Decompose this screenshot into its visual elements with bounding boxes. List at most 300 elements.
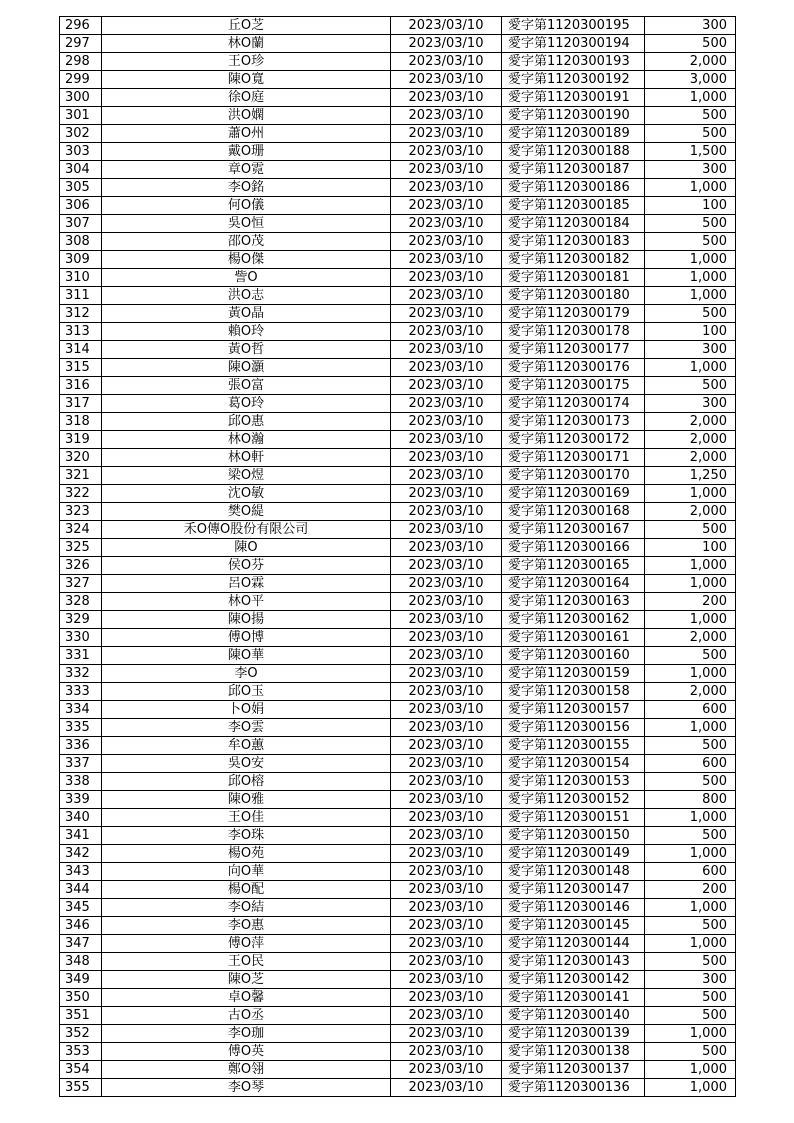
row-number: 355 (60, 1079, 102, 1097)
table-row (60, 863, 736, 881)
donation-date: 2023/03/10 (391, 179, 502, 197)
donation-amount: 500 (645, 989, 736, 1007)
donation-amount: 300 (645, 395, 736, 413)
donation-table-body (60, 17, 736, 1097)
donation-date: 2023/03/10 (391, 1061, 502, 1079)
row-number: 312 (60, 305, 102, 323)
table-row (60, 989, 736, 1007)
row-number: 332 (60, 665, 102, 683)
table-row (60, 71, 736, 89)
donation-amount: 3,000 (645, 71, 736, 89)
table-row (60, 431, 736, 449)
donation-date: 2023/03/10 (391, 989, 502, 1007)
donor-name: 洪O志 (102, 287, 391, 305)
donation-amount: 300 (645, 341, 736, 359)
receipt-number: 愛字第1120300156 (502, 719, 645, 737)
donation-amount: 1,000 (645, 89, 736, 107)
table-row (60, 341, 736, 359)
table-row (60, 971, 736, 989)
donation-amount: 1,000 (645, 575, 736, 593)
receipt-number: 愛字第1120300151 (502, 809, 645, 827)
donation-date: 2023/03/10 (391, 467, 502, 485)
table-row (60, 143, 736, 161)
table-row (60, 467, 736, 485)
receipt-number: 愛字第1120300171 (502, 449, 645, 467)
donor-name: 李O惠 (102, 917, 391, 935)
donation-amount: 500 (645, 1043, 736, 1061)
table-row (60, 809, 736, 827)
donation-date: 2023/03/10 (391, 881, 502, 899)
donor-name: 陳O雅 (102, 791, 391, 809)
donor-name: 黃O哲 (102, 341, 391, 359)
donor-name: 楊O傑 (102, 251, 391, 269)
donor-name: 傅O博 (102, 629, 391, 647)
table-row (60, 125, 736, 143)
donor-name: 吳O恒 (102, 215, 391, 233)
donation-date: 2023/03/10 (391, 503, 502, 521)
donor-name: 陳O揚 (102, 611, 391, 629)
receipt-number: 愛字第1120300139 (502, 1025, 645, 1043)
table-row (60, 935, 736, 953)
row-number: 326 (60, 557, 102, 575)
table-row (60, 215, 736, 233)
receipt-number: 愛字第1120300157 (502, 701, 645, 719)
row-number: 311 (60, 287, 102, 305)
receipt-number: 愛字第1120300159 (502, 665, 645, 683)
donor-name: 楊O苑 (102, 845, 391, 863)
table-row (60, 683, 736, 701)
donation-amount: 300 (645, 161, 736, 179)
receipt-number: 愛字第1120300167 (502, 521, 645, 539)
row-number: 316 (60, 377, 102, 395)
donation-date: 2023/03/10 (391, 53, 502, 71)
donor-name: 林O平 (102, 593, 391, 611)
donor-name: 王O民 (102, 953, 391, 971)
table-row (60, 395, 736, 413)
table-row (60, 701, 736, 719)
donation-date: 2023/03/10 (391, 575, 502, 593)
row-number: 335 (60, 719, 102, 737)
donation-amount: 500 (645, 233, 736, 251)
donation-date: 2023/03/10 (391, 35, 502, 53)
donation-amount: 800 (645, 791, 736, 809)
donation-amount: 100 (645, 539, 736, 557)
table-row (60, 197, 736, 215)
donation-date: 2023/03/10 (391, 449, 502, 467)
row-number: 296 (60, 17, 102, 35)
receipt-number: 愛字第1120300166 (502, 539, 645, 557)
table-row (60, 539, 736, 557)
donation-date: 2023/03/10 (391, 737, 502, 755)
receipt-number: 愛字第1120300180 (502, 287, 645, 305)
table-row (60, 647, 736, 665)
donation-amount: 200 (645, 881, 736, 899)
donation-date: 2023/03/10 (391, 917, 502, 935)
donor-name: 李O珈 (102, 1025, 391, 1043)
receipt-number: 愛字第1120300168 (502, 503, 645, 521)
receipt-number: 愛字第1120300145 (502, 917, 645, 935)
row-number: 339 (60, 791, 102, 809)
donor-name: 陳O華 (102, 647, 391, 665)
row-number: 349 (60, 971, 102, 989)
receipt-number: 愛字第1120300173 (502, 413, 645, 431)
donation-amount: 500 (645, 521, 736, 539)
row-number: 301 (60, 107, 102, 125)
receipt-number: 愛字第1120300142 (502, 971, 645, 989)
donation-amount: 1,000 (645, 359, 736, 377)
table-row (60, 251, 736, 269)
receipt-number: 愛字第1120300184 (502, 215, 645, 233)
table-row (60, 953, 736, 971)
donor-name: 陳O (102, 539, 391, 557)
donation-amount: 100 (645, 323, 736, 341)
donation-amount: 1,000 (645, 845, 736, 863)
table-row (60, 377, 736, 395)
donor-name: 李O珠 (102, 827, 391, 845)
donor-name: 賴O玲 (102, 323, 391, 341)
row-number: 331 (60, 647, 102, 665)
receipt-number: 愛字第1120300137 (502, 1061, 645, 1079)
receipt-number: 愛字第1120300165 (502, 557, 645, 575)
donation-amount: 2,000 (645, 449, 736, 467)
donation-date: 2023/03/10 (391, 377, 502, 395)
row-number: 322 (60, 485, 102, 503)
donation-amount: 1,000 (645, 611, 736, 629)
donation-date: 2023/03/10 (391, 611, 502, 629)
row-number: 324 (60, 521, 102, 539)
table-row (60, 179, 736, 197)
donation-table (59, 16, 736, 1097)
donation-amount: 1,000 (645, 557, 736, 575)
receipt-number: 愛字第1120300161 (502, 629, 645, 647)
receipt-number: 愛字第1120300191 (502, 89, 645, 107)
table-row (60, 53, 736, 71)
donation-amount: 500 (645, 773, 736, 791)
row-number: 298 (60, 53, 102, 71)
donation-amount: 500 (645, 125, 736, 143)
row-number: 323 (60, 503, 102, 521)
row-number: 302 (60, 125, 102, 143)
receipt-number: 愛字第1120300189 (502, 125, 645, 143)
donation-date: 2023/03/10 (391, 521, 502, 539)
receipt-number: 愛字第1120300150 (502, 827, 645, 845)
receipt-number: 愛字第1120300136 (502, 1079, 645, 1097)
donation-date: 2023/03/10 (391, 395, 502, 413)
donation-date: 2023/03/10 (391, 359, 502, 377)
receipt-number: 愛字第1120300155 (502, 737, 645, 755)
donation-amount: 300 (645, 17, 736, 35)
table-row (60, 611, 736, 629)
table-row (60, 35, 736, 53)
row-number: 304 (60, 161, 102, 179)
donor-name: 戴O珊 (102, 143, 391, 161)
donation-date: 2023/03/10 (391, 1043, 502, 1061)
donor-name: 訾O (102, 269, 391, 287)
table-row (60, 1061, 736, 1079)
donor-name: 古O丞 (102, 1007, 391, 1025)
row-number: 338 (60, 773, 102, 791)
donor-name: 陳O寬 (102, 71, 391, 89)
receipt-number: 愛字第1120300141 (502, 989, 645, 1007)
row-number: 343 (60, 863, 102, 881)
donor-name: 李O銘 (102, 179, 391, 197)
table-row (60, 1043, 736, 1061)
donor-name: 牟O蕙 (102, 737, 391, 755)
donation-date: 2023/03/10 (391, 71, 502, 89)
donation-date: 2023/03/10 (391, 17, 502, 35)
donation-date: 2023/03/10 (391, 827, 502, 845)
row-number: 314 (60, 341, 102, 359)
row-number: 354 (60, 1061, 102, 1079)
table-row (60, 485, 736, 503)
table-row (60, 521, 736, 539)
table-row (60, 269, 736, 287)
donor-name: 陳O芝 (102, 971, 391, 989)
donation-date: 2023/03/10 (391, 1079, 502, 1097)
row-number: 330 (60, 629, 102, 647)
donor-name: 鄭O翎 (102, 1061, 391, 1079)
row-number: 334 (60, 701, 102, 719)
donation-date: 2023/03/10 (391, 629, 502, 647)
donor-name: 侯O芬 (102, 557, 391, 575)
donation-amount: 500 (645, 215, 736, 233)
donation-date: 2023/03/10 (391, 485, 502, 503)
donation-amount: 2,000 (645, 53, 736, 71)
donation-date: 2023/03/10 (391, 143, 502, 161)
donation-date: 2023/03/10 (391, 701, 502, 719)
donation-date: 2023/03/10 (391, 107, 502, 125)
table-row (60, 161, 736, 179)
donation-date: 2023/03/10 (391, 1025, 502, 1043)
donor-name: 樊O緹 (102, 503, 391, 521)
donation-amount: 600 (645, 755, 736, 773)
donation-amount: 1,000 (645, 485, 736, 503)
row-number: 325 (60, 539, 102, 557)
donation-amount: 500 (645, 917, 736, 935)
table-row (60, 287, 736, 305)
donor-name: 邵O茂 (102, 233, 391, 251)
table-row (60, 755, 736, 773)
donation-amount: 1,000 (645, 287, 736, 305)
row-number: 315 (60, 359, 102, 377)
table-row (60, 845, 736, 863)
donor-name: 梁O煜 (102, 467, 391, 485)
table-row (60, 917, 736, 935)
table-row (60, 89, 736, 107)
table-row (60, 17, 736, 35)
table-row (60, 593, 736, 611)
donor-name: 林O瀚 (102, 431, 391, 449)
donation-amount: 500 (645, 35, 736, 53)
table-row (60, 629, 736, 647)
receipt-number: 愛字第1120300195 (502, 17, 645, 35)
donor-name: 邱O惠 (102, 413, 391, 431)
donation-date: 2023/03/10 (391, 683, 502, 701)
row-number: 317 (60, 395, 102, 413)
donation-date: 2023/03/10 (391, 161, 502, 179)
table-row (60, 791, 736, 809)
donation-amount: 500 (645, 305, 736, 323)
row-number: 318 (60, 413, 102, 431)
donation-amount: 1,000 (645, 899, 736, 917)
row-number: 299 (60, 71, 102, 89)
receipt-number: 愛字第1120300178 (502, 323, 645, 341)
row-number: 297 (60, 35, 102, 53)
receipt-number: 愛字第1120300176 (502, 359, 645, 377)
row-number: 329 (60, 611, 102, 629)
donation-amount: 500 (645, 107, 736, 125)
receipt-number: 愛字第1120300140 (502, 1007, 645, 1025)
donor-name: 洪O嫻 (102, 107, 391, 125)
row-number: 336 (60, 737, 102, 755)
donor-name: 傅O萍 (102, 935, 391, 953)
donation-date: 2023/03/10 (391, 233, 502, 251)
row-number: 345 (60, 899, 102, 917)
donor-name: 林O軒 (102, 449, 391, 467)
row-number: 337 (60, 755, 102, 773)
table-row (60, 305, 736, 323)
donor-name: 向O華 (102, 863, 391, 881)
row-number: 310 (60, 269, 102, 287)
receipt-number: 愛字第1120300147 (502, 881, 645, 899)
donation-amount: 2,000 (645, 503, 736, 521)
row-number: 344 (60, 881, 102, 899)
donation-date: 2023/03/10 (391, 287, 502, 305)
row-number: 342 (60, 845, 102, 863)
receipt-number: 愛字第1120300160 (502, 647, 645, 665)
row-number: 348 (60, 953, 102, 971)
donation-date: 2023/03/10 (391, 215, 502, 233)
donor-name: 呂O霖 (102, 575, 391, 593)
table-row (60, 575, 736, 593)
donation-amount: 1,000 (645, 935, 736, 953)
receipt-number: 愛字第1120300170 (502, 467, 645, 485)
receipt-number: 愛字第1120300169 (502, 485, 645, 503)
row-number: 341 (60, 827, 102, 845)
donation-amount: 600 (645, 863, 736, 881)
row-number: 333 (60, 683, 102, 701)
donation-amount: 2,000 (645, 413, 736, 431)
table-row (60, 323, 736, 341)
row-number: 320 (60, 449, 102, 467)
donation-date: 2023/03/10 (391, 773, 502, 791)
receipt-number: 愛字第1120300183 (502, 233, 645, 251)
donation-amount: 1,500 (645, 143, 736, 161)
donation-amount: 1,000 (645, 665, 736, 683)
receipt-number: 愛字第1120300172 (502, 431, 645, 449)
table-row (60, 773, 736, 791)
receipt-number: 愛字第1120300174 (502, 395, 645, 413)
donation-date: 2023/03/10 (391, 647, 502, 665)
table-row (60, 107, 736, 125)
donation-amount: 100 (645, 197, 736, 215)
donation-amount: 1,250 (645, 467, 736, 485)
receipt-number: 愛字第1120300163 (502, 593, 645, 611)
donation-amount: 2,000 (645, 683, 736, 701)
row-number: 309 (60, 251, 102, 269)
donation-date: 2023/03/10 (391, 935, 502, 953)
donor-name: 陳O灝 (102, 359, 391, 377)
donation-date: 2023/03/10 (391, 863, 502, 881)
donation-date: 2023/03/10 (391, 845, 502, 863)
row-number: 327 (60, 575, 102, 593)
receipt-number: 愛字第1120300149 (502, 845, 645, 863)
donation-date: 2023/03/10 (391, 341, 502, 359)
table-row (60, 737, 736, 755)
donation-amount: 1,000 (645, 179, 736, 197)
receipt-number: 愛字第1120300187 (502, 161, 645, 179)
table-row (60, 449, 736, 467)
row-number: 347 (60, 935, 102, 953)
receipt-number: 愛字第1120300177 (502, 341, 645, 359)
donation-date: 2023/03/10 (391, 539, 502, 557)
receipt-number: 愛字第1120300162 (502, 611, 645, 629)
receipt-number: 愛字第1120300148 (502, 863, 645, 881)
donor-name: 邱O玉 (102, 683, 391, 701)
receipt-number: 愛字第1120300194 (502, 35, 645, 53)
table-row (60, 665, 736, 683)
donation-date: 2023/03/10 (391, 89, 502, 107)
receipt-number: 愛字第1120300144 (502, 935, 645, 953)
donation-date: 2023/03/10 (391, 971, 502, 989)
row-number: 303 (60, 143, 102, 161)
row-number: 340 (60, 809, 102, 827)
table-row (60, 881, 736, 899)
donation-date: 2023/03/10 (391, 431, 502, 449)
row-number: 353 (60, 1043, 102, 1061)
donor-name: 林O蘭 (102, 35, 391, 53)
donation-date: 2023/03/10 (391, 755, 502, 773)
table-row (60, 719, 736, 737)
row-number: 352 (60, 1025, 102, 1043)
row-number: 305 (60, 179, 102, 197)
donation-date: 2023/03/10 (391, 791, 502, 809)
donation-amount: 1,000 (645, 251, 736, 269)
receipt-number: 愛字第1120300181 (502, 269, 645, 287)
donation-amount: 1,000 (645, 719, 736, 737)
receipt-number: 愛字第1120300193 (502, 53, 645, 71)
donor-name: 沈O敏 (102, 485, 391, 503)
donor-name: 李O (102, 665, 391, 683)
donation-amount: 1,000 (645, 1061, 736, 1079)
donor-name: 張O富 (102, 377, 391, 395)
receipt-number: 愛字第1120300186 (502, 179, 645, 197)
row-number: 346 (60, 917, 102, 935)
table-row (60, 233, 736, 251)
receipt-number: 愛字第1120300146 (502, 899, 645, 917)
donation-amount: 500 (645, 827, 736, 845)
donor-name: 章O霓 (102, 161, 391, 179)
donor-name: 葛O玲 (102, 395, 391, 413)
donor-name: 卓O馨 (102, 989, 391, 1007)
row-number: 313 (60, 323, 102, 341)
receipt-number: 愛字第1120300182 (502, 251, 645, 269)
donor-name: 王O珍 (102, 53, 391, 71)
table-row (60, 827, 736, 845)
table-row (60, 1007, 736, 1025)
table-row (60, 1079, 736, 1097)
receipt-number: 愛字第1120300175 (502, 377, 645, 395)
receipt-number: 愛字第1120300192 (502, 71, 645, 89)
donation-date: 2023/03/10 (391, 719, 502, 737)
donation-amount: 1,000 (645, 1025, 736, 1043)
receipt-number: 愛字第1120300138 (502, 1043, 645, 1061)
donor-name: 卜O娟 (102, 701, 391, 719)
donor-name: 李O雲 (102, 719, 391, 737)
donation-amount: 2,000 (645, 629, 736, 647)
donation-date: 2023/03/10 (391, 269, 502, 287)
donation-date: 2023/03/10 (391, 557, 502, 575)
